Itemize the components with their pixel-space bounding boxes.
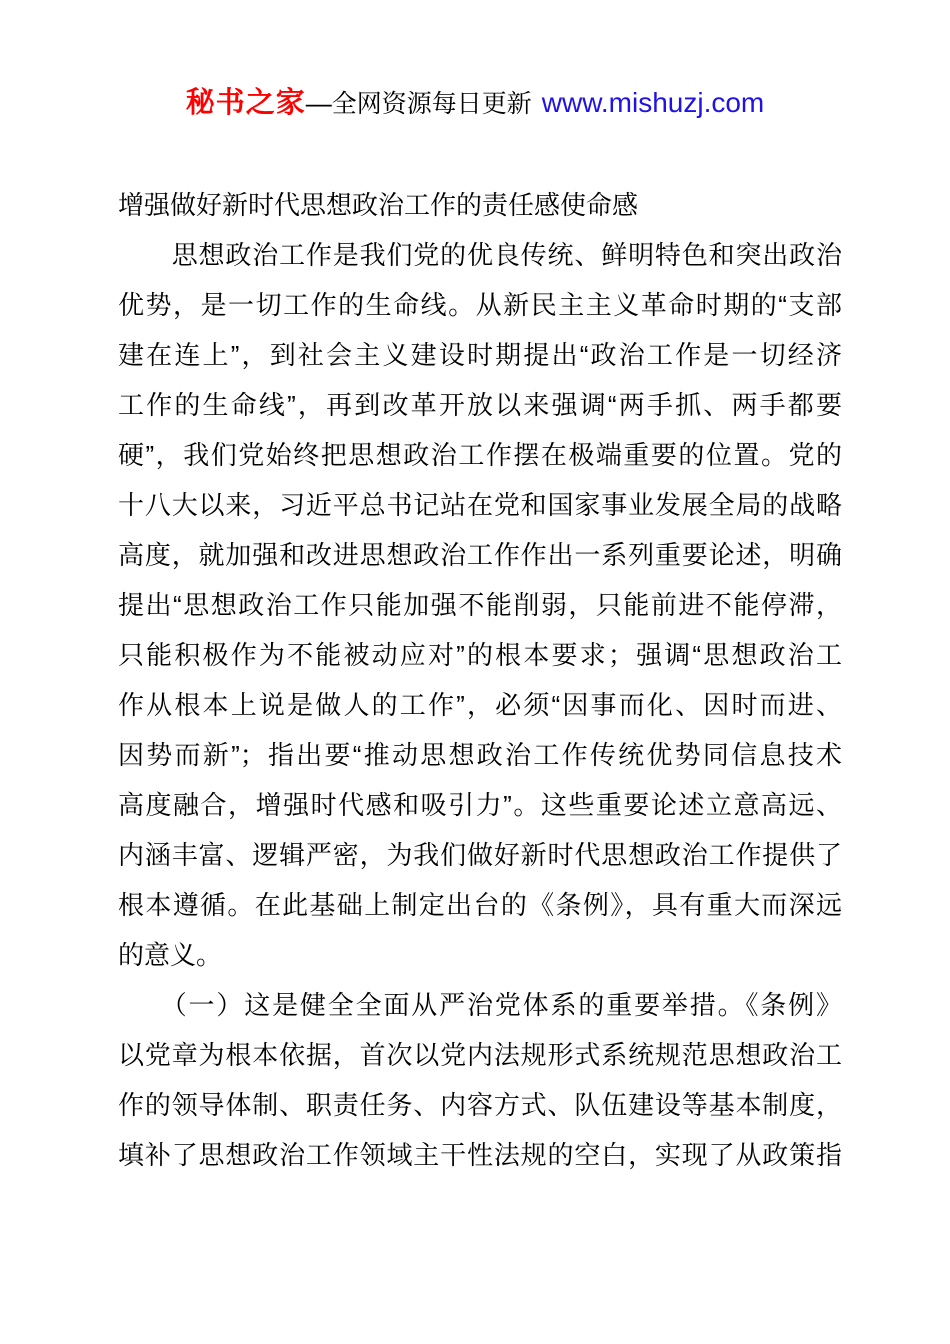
text-line: （一）这是健全全面从严治党体系的重要举措。《条例》 [118, 990, 842, 1020]
site-tagline: 全网资源每日更新 [331, 90, 532, 118]
text-line: 根本遵循。在此基础上制定出台的《条例》，具有重大而深远 [118, 890, 842, 920]
text-line: 高度，就加强和改进思想政治工作作出一系列重要论述，明确 [118, 540, 842, 570]
text-line: 只能积极作为不能被动应对”的根本要求；强调“思想政治工 [118, 640, 842, 670]
text-line: 硬”，我们党始终把思想政治工作摆在极端重要的位置。党的 [118, 440, 842, 470]
text-line: 的意义。 [118, 940, 223, 970]
text-line: 作从根本上说是做人的工作”，必须“因事而化、因时而进、 [118, 690, 842, 720]
text-line: 思想政治工作是我们党的优良传统、鲜明特色和突出政治 [118, 240, 842, 270]
site-separator: — [305, 88, 332, 118]
document-page [118, 180, 842, 1180]
site-url[interactable]: www.mishuzj.com [541, 87, 765, 118]
document-title: 增强做好新时代思想政治工作的责任感使命感 [118, 190, 639, 220]
site-header [0, 86, 950, 125]
text-line: 内涵丰富、逻辑严密，为我们做好新时代思想政治工作提供了 [118, 840, 842, 870]
text-line: 建在连上”，到社会主义建设时期提出“政治工作是一切经济 [118, 340, 842, 370]
paragraph [118, 230, 842, 980]
text-line: 提出“思想政治工作只能加强不能削弱，只能前进不能停滞， [118, 590, 842, 620]
document-body [118, 230, 842, 1180]
text-line: 作的领导体制、职责任务、内容方式、队伍建设等基本制度， [118, 1090, 842, 1120]
text-line: 十八大以来，习近平总书记站在党和国家事业发展全局的战略 [118, 490, 842, 520]
site-name: 秘书之家 [185, 87, 306, 119]
text-line: 填补了思想政治工作领域主干性法规的空白，实现了从政策指 [118, 1140, 842, 1170]
text-line: 以党章为根本依据，首次以党内法规形式系统规范思想政治工 [118, 1040, 842, 1070]
text-line: 工作的生命线”，再到改革开放以来强调“两手抓、两手都要 [118, 390, 842, 420]
text-line: 高度融合，增强时代感和吸引力”。这些重要论述立意高远、 [118, 790, 842, 820]
paragraph [118, 980, 842, 1180]
text-line: 优势，是一切工作的生命线。从新民主主义革命时期的“支部 [118, 290, 842, 320]
text-line: 因势而新”；指出要“推动思想政治工作传统优势同信息技术 [118, 740, 842, 770]
